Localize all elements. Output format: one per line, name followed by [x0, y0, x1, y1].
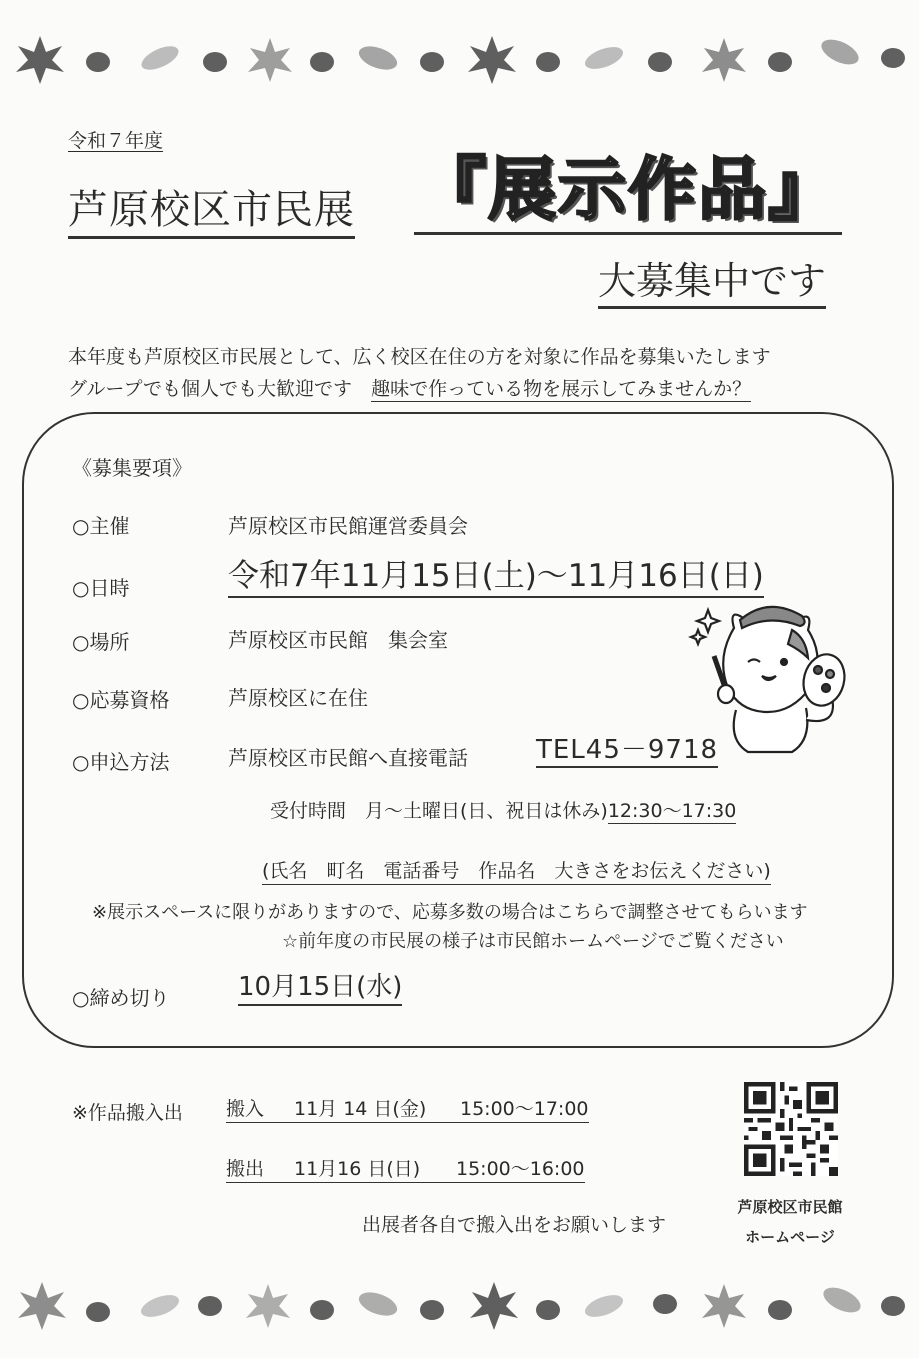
leaf-icon [138, 41, 182, 74]
apply-value: 芦原校区市民館へ直接電話 [228, 746, 468, 770]
autumn-border-top [0, 28, 919, 88]
maple-leaf-icon [18, 1282, 66, 1330]
carry-out-label: 搬出 [226, 1158, 265, 1180]
event-title: 芦原校区市民展 [68, 186, 355, 239]
maple-leaf-icon [702, 1284, 746, 1328]
sparkle-icon [697, 610, 719, 632]
chestnut-icon [86, 52, 110, 72]
space-note: ※展示スペースに限りがありますので、応募多数の場合はこちらで調整させてもらいます [92, 902, 808, 923]
chestnut-icon [768, 1300, 792, 1320]
carry-out-row [226, 1154, 585, 1183]
leaf-icon [582, 1291, 626, 1322]
autumn-border-bottom [0, 1276, 919, 1336]
apply-label: ○申込方法 [72, 750, 170, 774]
intro-underlined: 趣味で作っている物を展示してみませんか？ [371, 378, 752, 400]
reception-time: 12:30～17:30 [607, 800, 737, 822]
deadline-label: ○締め切り [72, 986, 170, 1010]
chestnut-icon [86, 1302, 110, 1322]
date-label: ○日時 [72, 576, 130, 600]
qualification-value: 芦原校区に在住 [228, 686, 368, 710]
chestnut-icon [198, 1296, 222, 1316]
chestnut-icon [203, 52, 227, 72]
chestnut-icon [653, 1294, 677, 1314]
place-value: 芦原校区市民館 集会室 [228, 628, 448, 652]
homepage-note: ☆前年度の市民展の様子は市民館ホームページでご覧ください [282, 931, 784, 952]
fiscal-year: 令和７年度 [68, 130, 164, 152]
cat-head-icon [723, 615, 817, 712]
leaf-icon [356, 42, 400, 74]
leaf-icon [582, 43, 626, 74]
date-value: 令和7年11月15日(土)～11月16日(日) [228, 556, 764, 598]
recruiting-subtitle: 大募集中です [598, 258, 826, 309]
exhibit-works-title: 『展示作品』 [414, 150, 842, 235]
leaf-icon [138, 1291, 182, 1322]
carry-out-time: 15:00～16:00 [456, 1158, 585, 1180]
carry-in-label: 搬入 [226, 1098, 265, 1120]
self-carry-note: 出展者各自で搬入出をお願いします [362, 1214, 667, 1236]
intro-plain: グループでも個人でも大歓迎です [68, 378, 372, 400]
maple-leaf-icon [248, 38, 292, 82]
leaf-icon [356, 1288, 400, 1320]
chestnut-icon [536, 1300, 560, 1320]
maple-leaf-icon [246, 1284, 290, 1328]
chestnut-icon [881, 48, 905, 68]
chestnut-icon [420, 52, 444, 72]
qualification-label: ○応募資格 [72, 688, 170, 712]
place-label: ○場所 [72, 630, 130, 654]
painter-cat-illustration [688, 600, 858, 770]
chestnut-icon [310, 1300, 334, 1320]
carry-out-date: 11月16 日(日) [294, 1158, 421, 1180]
intro-line-2 [68, 374, 751, 401]
carry-in-time: 15:00～17:00 [460, 1098, 589, 1120]
chestnut-icon [768, 52, 792, 72]
maple-leaf-icon [702, 38, 746, 82]
chestnut-icon [310, 52, 334, 72]
carry-in-row [226, 1094, 589, 1123]
chestnut-icon [881, 1296, 905, 1316]
leaf-icon [818, 34, 863, 69]
chestnut-icon [420, 1300, 444, 1320]
maple-leaf-icon [470, 1282, 518, 1330]
chestnut-icon [648, 52, 672, 72]
sparkle-icon [691, 630, 705, 644]
carry-label: ※作品搬入出 [72, 1102, 183, 1124]
maple-leaf-icon [16, 36, 64, 84]
organizer-value: 芦原校区市民館運営委員会 [228, 514, 468, 538]
deadline-value: 10月15日(水) [238, 970, 402, 1006]
organizer-label: ○主催 [72, 514, 130, 538]
maple-leaf-icon [468, 36, 516, 84]
recruitment-heading: 《募集要項》 [72, 456, 192, 480]
intro-line-1: 本年度も芦原校区市民展として、広く校区在住の方を対象に作品を募集いたします [68, 346, 771, 368]
phone-number: TEL45－9718 [536, 734, 718, 768]
qr-caption-hall: 芦原校区市民館 [737, 1198, 843, 1216]
leaf-icon [820, 1282, 865, 1317]
chestnut-icon [536, 52, 560, 72]
required-info: (氏名 町名 電話番号 作品名 大きさをお伝えください) [262, 856, 771, 885]
reception-days: 受付時間 月～土曜日(日、祝日は休み) [270, 800, 608, 822]
qr-caption-homepage: ホームページ [745, 1228, 835, 1246]
carry-in-date: 11月 14 日(金) [294, 1098, 427, 1120]
reception-hours [270, 796, 736, 823]
qr-code[interactable] [744, 1082, 838, 1176]
